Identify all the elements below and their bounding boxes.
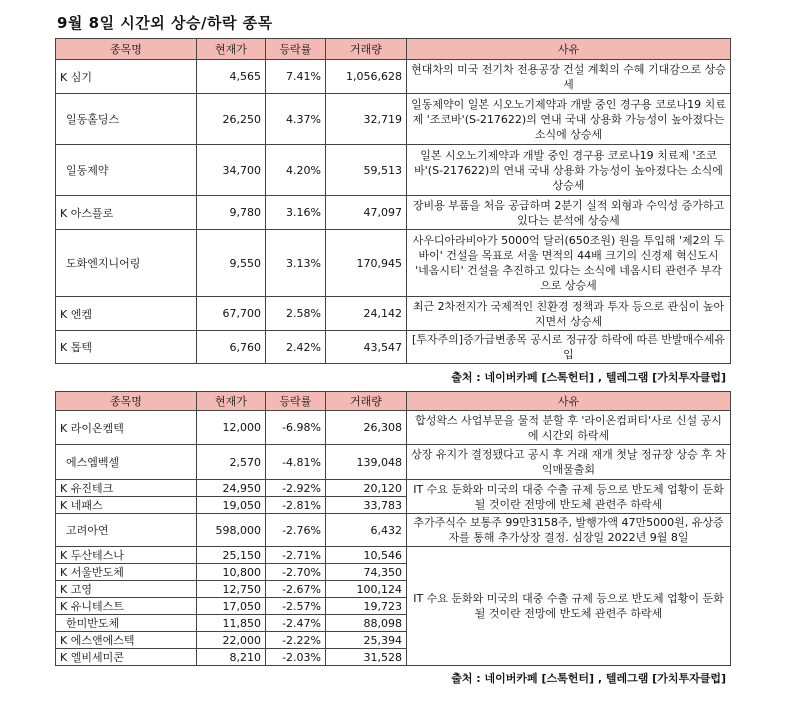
stock-price: 11,850 <box>197 615 266 632</box>
stock-change: 3.13% <box>266 230 326 297</box>
stock-name: K 아스플로 <box>56 196 197 230</box>
stock-volume: 20,120 <box>326 480 407 497</box>
table-row <box>56 445 731 480</box>
stock-name: 에스엠벡셀 <box>56 445 197 480</box>
stock-change: -2.76% <box>266 514 326 547</box>
stock-volume: 47,097 <box>326 196 407 230</box>
stock-price: 26,250 <box>197 94 266 145</box>
table-header-row <box>56 392 731 411</box>
stock-name: 일동홀딩스 <box>56 94 197 145</box>
stock-name: K 두산테스나 <box>56 547 197 564</box>
stock-reason: [투자주의]증가급변종목 공시로 정규장 하락에 따른 반발매수세유입 <box>407 331 731 364</box>
stock-price: 10,800 <box>197 564 266 581</box>
stock-volume: 26,308 <box>326 411 407 445</box>
stock-volume: 59,513 <box>326 145 407 196</box>
header-name: 종목명 <box>56 392 197 411</box>
source-caption: 출처 : 네이버카페 [스톡헌터] , 텔레그램 [가치투자클럽] <box>451 672 726 685</box>
table-row <box>56 230 731 297</box>
stock-change: -2.70% <box>266 564 326 581</box>
stock-name: K 고영 <box>56 581 197 598</box>
stock-name: K 네패스 <box>56 497 197 514</box>
table-row <box>56 514 731 547</box>
stock-volume: 74,350 <box>326 564 407 581</box>
stock-name: K 심기 <box>56 60 197 94</box>
source-caption: 출처 : 네이버카페 [스톡헌터] , 텔레그램 [가치투자클럽] <box>451 371 726 384</box>
header-change: 등락률 <box>266 39 326 60</box>
stock-price: 2,570 <box>197 445 266 480</box>
stock-volume: 100,124 <box>326 581 407 598</box>
stock-reason: 합성왁스 사업부문을 물적 분할 후 '라이온컴퍼티'사로 신설 공시에 시간외 하락세 <box>407 411 731 445</box>
stock-change: 3.16% <box>266 196 326 230</box>
header-name: 종목명 <box>56 39 197 60</box>
stock-price: 25,150 <box>197 547 266 564</box>
table-row <box>56 297 731 331</box>
stock-reason: 사우디아라비아가 5000억 달러(650조원) 원을 투입해 '제2의 두바이' 건설을 목표로 서울 면적의 44배 크기의 신경제 혁신도시 '네옴시티' 건설을 추진하고 있다는 소식에 네옴시티 관련주 부각으로 상승세 <box>407 230 731 297</box>
stock-change: -2.03% <box>266 649 326 666</box>
stock-change: -2.71% <box>266 547 326 564</box>
stock-change: 2.58% <box>266 297 326 331</box>
stock-volume: 1,056,628 <box>326 60 407 94</box>
header-volume: 거래량 <box>326 392 407 411</box>
header-price: 현재가 <box>197 39 266 60</box>
header-reason: 사유 <box>407 392 731 411</box>
stock-name: K 서울반도체 <box>56 564 197 581</box>
stock-name: K 에스앤에스텍 <box>56 632 197 649</box>
table-row <box>56 145 731 196</box>
stock-volume: 25,394 <box>326 632 407 649</box>
stock-name: 고려아연 <box>56 514 197 547</box>
stock-change: 7.41% <box>266 60 326 94</box>
table-row <box>56 94 731 145</box>
stock-name: K 엘비세미콘 <box>56 649 197 666</box>
table-row <box>56 60 731 94</box>
table-row <box>56 547 731 564</box>
stock-price: 17,050 <box>197 598 266 615</box>
stock-volume: 33,783 <box>326 497 407 514</box>
stock-price: 19,050 <box>197 497 266 514</box>
stock-price: 6,760 <box>197 331 266 364</box>
stock-volume: 10,546 <box>326 547 407 564</box>
stock-name: 도화엔지니어링 <box>56 230 197 297</box>
stock-change: -6.98% <box>266 411 326 445</box>
falling-stocks-table <box>55 391 731 666</box>
stock-change: -2.81% <box>266 497 326 514</box>
header-reason: 사유 <box>407 39 731 60</box>
header-volume: 거래량 <box>326 39 407 60</box>
stock-price: 22,000 <box>197 632 266 649</box>
stock-name: 한미반도체 <box>56 615 197 632</box>
stock-reason: 일본 시오노기제약과 개발 중인 경구용 코로나19 치료제 '조코바'(S-217622)의 연내 국내 상용화 가능성이 높아졌다는 소식에 상승세 <box>407 145 731 196</box>
table-row <box>56 411 731 445</box>
stock-volume: 88,098 <box>326 615 407 632</box>
rising-stocks-table <box>55 38 731 364</box>
stock-change: -2.67% <box>266 581 326 598</box>
stock-change: -4.81% <box>266 445 326 480</box>
stock-volume: 32,719 <box>326 94 407 145</box>
stock-change: 2.42% <box>266 331 326 364</box>
stock-price: 598,000 <box>197 514 266 547</box>
page-title: 9월 8일 시간외 상승/하락 종목 <box>57 14 273 32</box>
stock-volume: 43,547 <box>326 331 407 364</box>
stock-reason: 현대차의 미국 전기차 전용공장 건설 계획의 수혜 기대감으로 상승세 <box>407 60 731 94</box>
stock-change: 4.20% <box>266 145 326 196</box>
stock-reason: 장비용 부품을 처음 공급하며 2분기 실적 외형과 수익성 증가하고 있다는 분석에 상승세 <box>407 196 731 230</box>
stock-reason: IT 수요 둔화와 미국의 대중 수출 규제 등으로 반도체 업황이 둔화될 것이란 전망에 반도체 관련주 하락세 <box>407 547 731 666</box>
header-change: 등락률 <box>266 392 326 411</box>
table-row <box>56 331 731 364</box>
table-header-row <box>56 39 731 60</box>
stock-name: K 라이온켐텍 <box>56 411 197 445</box>
stock-change: -2.92% <box>266 480 326 497</box>
stock-price: 24,950 <box>197 480 266 497</box>
stock-volume: 139,048 <box>326 445 407 480</box>
stock-price: 67,700 <box>197 297 266 331</box>
stock-change: -2.47% <box>266 615 326 632</box>
stock-volume: 24,142 <box>326 297 407 331</box>
stock-name: K 유진테크 <box>56 480 197 497</box>
table-row <box>56 196 731 230</box>
stock-price: 8,210 <box>197 649 266 666</box>
stock-volume: 19,723 <box>326 598 407 615</box>
stock-change: 4.37% <box>266 94 326 145</box>
stock-volume: 6,432 <box>326 514 407 547</box>
stock-name: 일동제약 <box>56 145 197 196</box>
stock-volume: 31,528 <box>326 649 407 666</box>
stock-change: -2.22% <box>266 632 326 649</box>
stock-reason: IT 수요 둔화와 미국의 대중 수출 규제 등으로 반도체 업황이 둔화될 것이란 전망에 반도체 관련주 하락세 <box>407 480 731 514</box>
stock-reason: 일동제약이 일본 시오노기제약과 개발 중인 경구용 코로나19 치료제 '조코바'(S-217622)의 연내 국내 상용화 가능성이 높아졌다는 소식에 상승세 <box>407 94 731 145</box>
table-row <box>56 480 731 497</box>
stock-name: K 유니테스트 <box>56 598 197 615</box>
stock-price: 34,700 <box>197 145 266 196</box>
stock-change: -2.57% <box>266 598 326 615</box>
header-price: 현재가 <box>197 392 266 411</box>
stock-name: K 톱텍 <box>56 331 197 364</box>
stock-price: 12,000 <box>197 411 266 445</box>
stock-volume: 170,945 <box>326 230 407 297</box>
stock-price: 12,750 <box>197 581 266 598</box>
stock-reason: 추가주식수 보통주 99만3158주, 발행가액 47만5000원, 유상증자를 통해 추가상장 결정. 심장일 2022년 9월 8일 <box>407 514 731 547</box>
stock-price: 4,565 <box>197 60 266 94</box>
stock-reason: 상장 유지가 결정됐다고 공시 후 거래 재개 첫날 정규장 상승 후 차익매물출회 <box>407 445 731 480</box>
stock-price: 9,780 <box>197 196 266 230</box>
stock-price: 9,550 <box>197 230 266 297</box>
stock-reason: 최근 2차전지가 국제적인 친환경 정책과 투자 등으로 관심이 높아지면서 상승세 <box>407 297 731 331</box>
stock-name: K 엔켐 <box>56 297 197 331</box>
